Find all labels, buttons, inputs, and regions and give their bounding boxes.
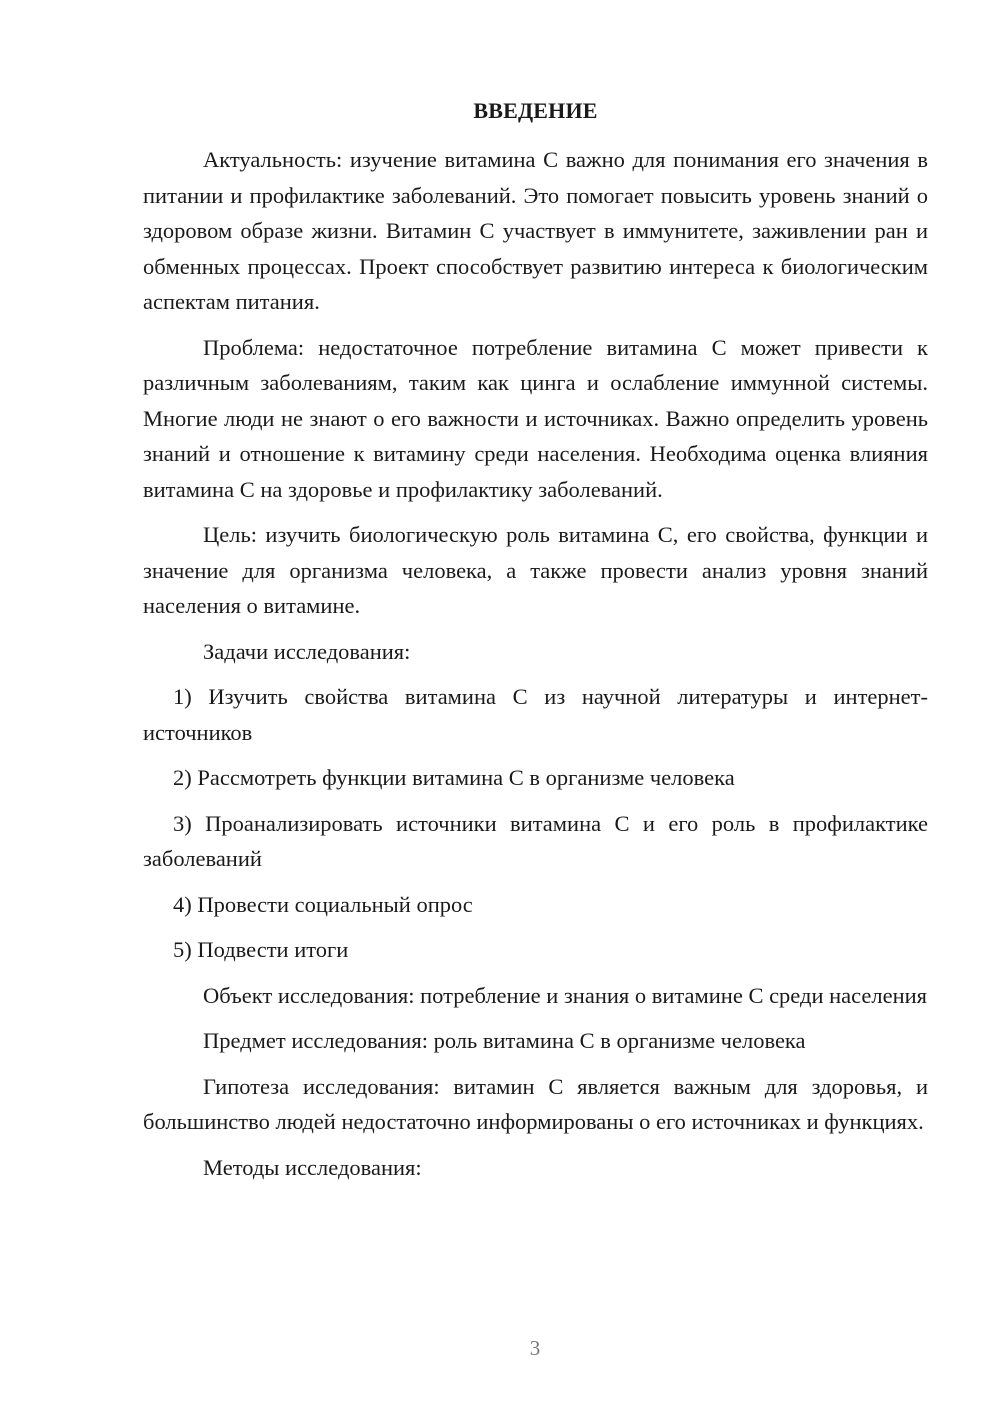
paragraph-methods-heading: Методы исследования: <box>203 1154 422 1180</box>
paragraph-object: Объект исследования: потребление и знания о витамине С среди населения <box>203 982 928 1008</box>
document-body <box>143 142 928 1195</box>
paragraph-hypothesis: Гипотеза исследования: витамин С является важным для здоровья, и большинство людей недостаточно информированы о его источниках и функциях. <box>143 1073 928 1134</box>
task-item-4: 4) Провести социальный опрос <box>173 891 473 917</box>
page-title: ВВЕДЕНИЕ <box>473 98 598 123</box>
paragraph-problem: Проблема: недостаточное потребление витамина С может привести к различным заболеваниям, таким как цинга и ослабление иммунной системы. Многие люди не знают о его важности и источниках. Важно определить уровень знаний и отношение к витамину среди населения. Необходима оценка влияния витамина С на здоровье и профилактику заболеваний. <box>143 334 928 502</box>
paragraph-tasks-heading: Задачи исследования: <box>203 638 411 664</box>
task-item-1: 1) Изучить свойства витамина С из научной литературы и интернет-источников <box>143 684 928 745</box>
task-item-3: 3) Проанализировать источники витамина С и его роль в профилактике заболеваний <box>143 810 928 871</box>
paragraph-subject: Предмет исследования: роль витамина С в организме человека <box>203 1028 806 1053</box>
task-item-2: 2) Рассмотреть функции витамина С в организме человека <box>173 765 735 790</box>
paragraph-relevance: Актуальность: изучение витамина С важно для понимания его значения в питании и профилактике заболеваний. Это помогает повысить уровень знаний о здоровом образе жизни. Витамин С участвует в иммунитете, заживлении ран и обменных процессах. Проект способствует развитию интереса к биологическим аспектам питания. <box>143 147 928 314</box>
task-item-5: 5) Подвести итоги <box>173 937 349 962</box>
paragraph-goal: Цель: изучить биологическую роль витамина С, его свойства, функции и значение для организма человека, а также провести анализ уровня знаний населения о витамине. <box>143 522 928 618</box>
page-number: 3 <box>529 1336 541 1360</box>
